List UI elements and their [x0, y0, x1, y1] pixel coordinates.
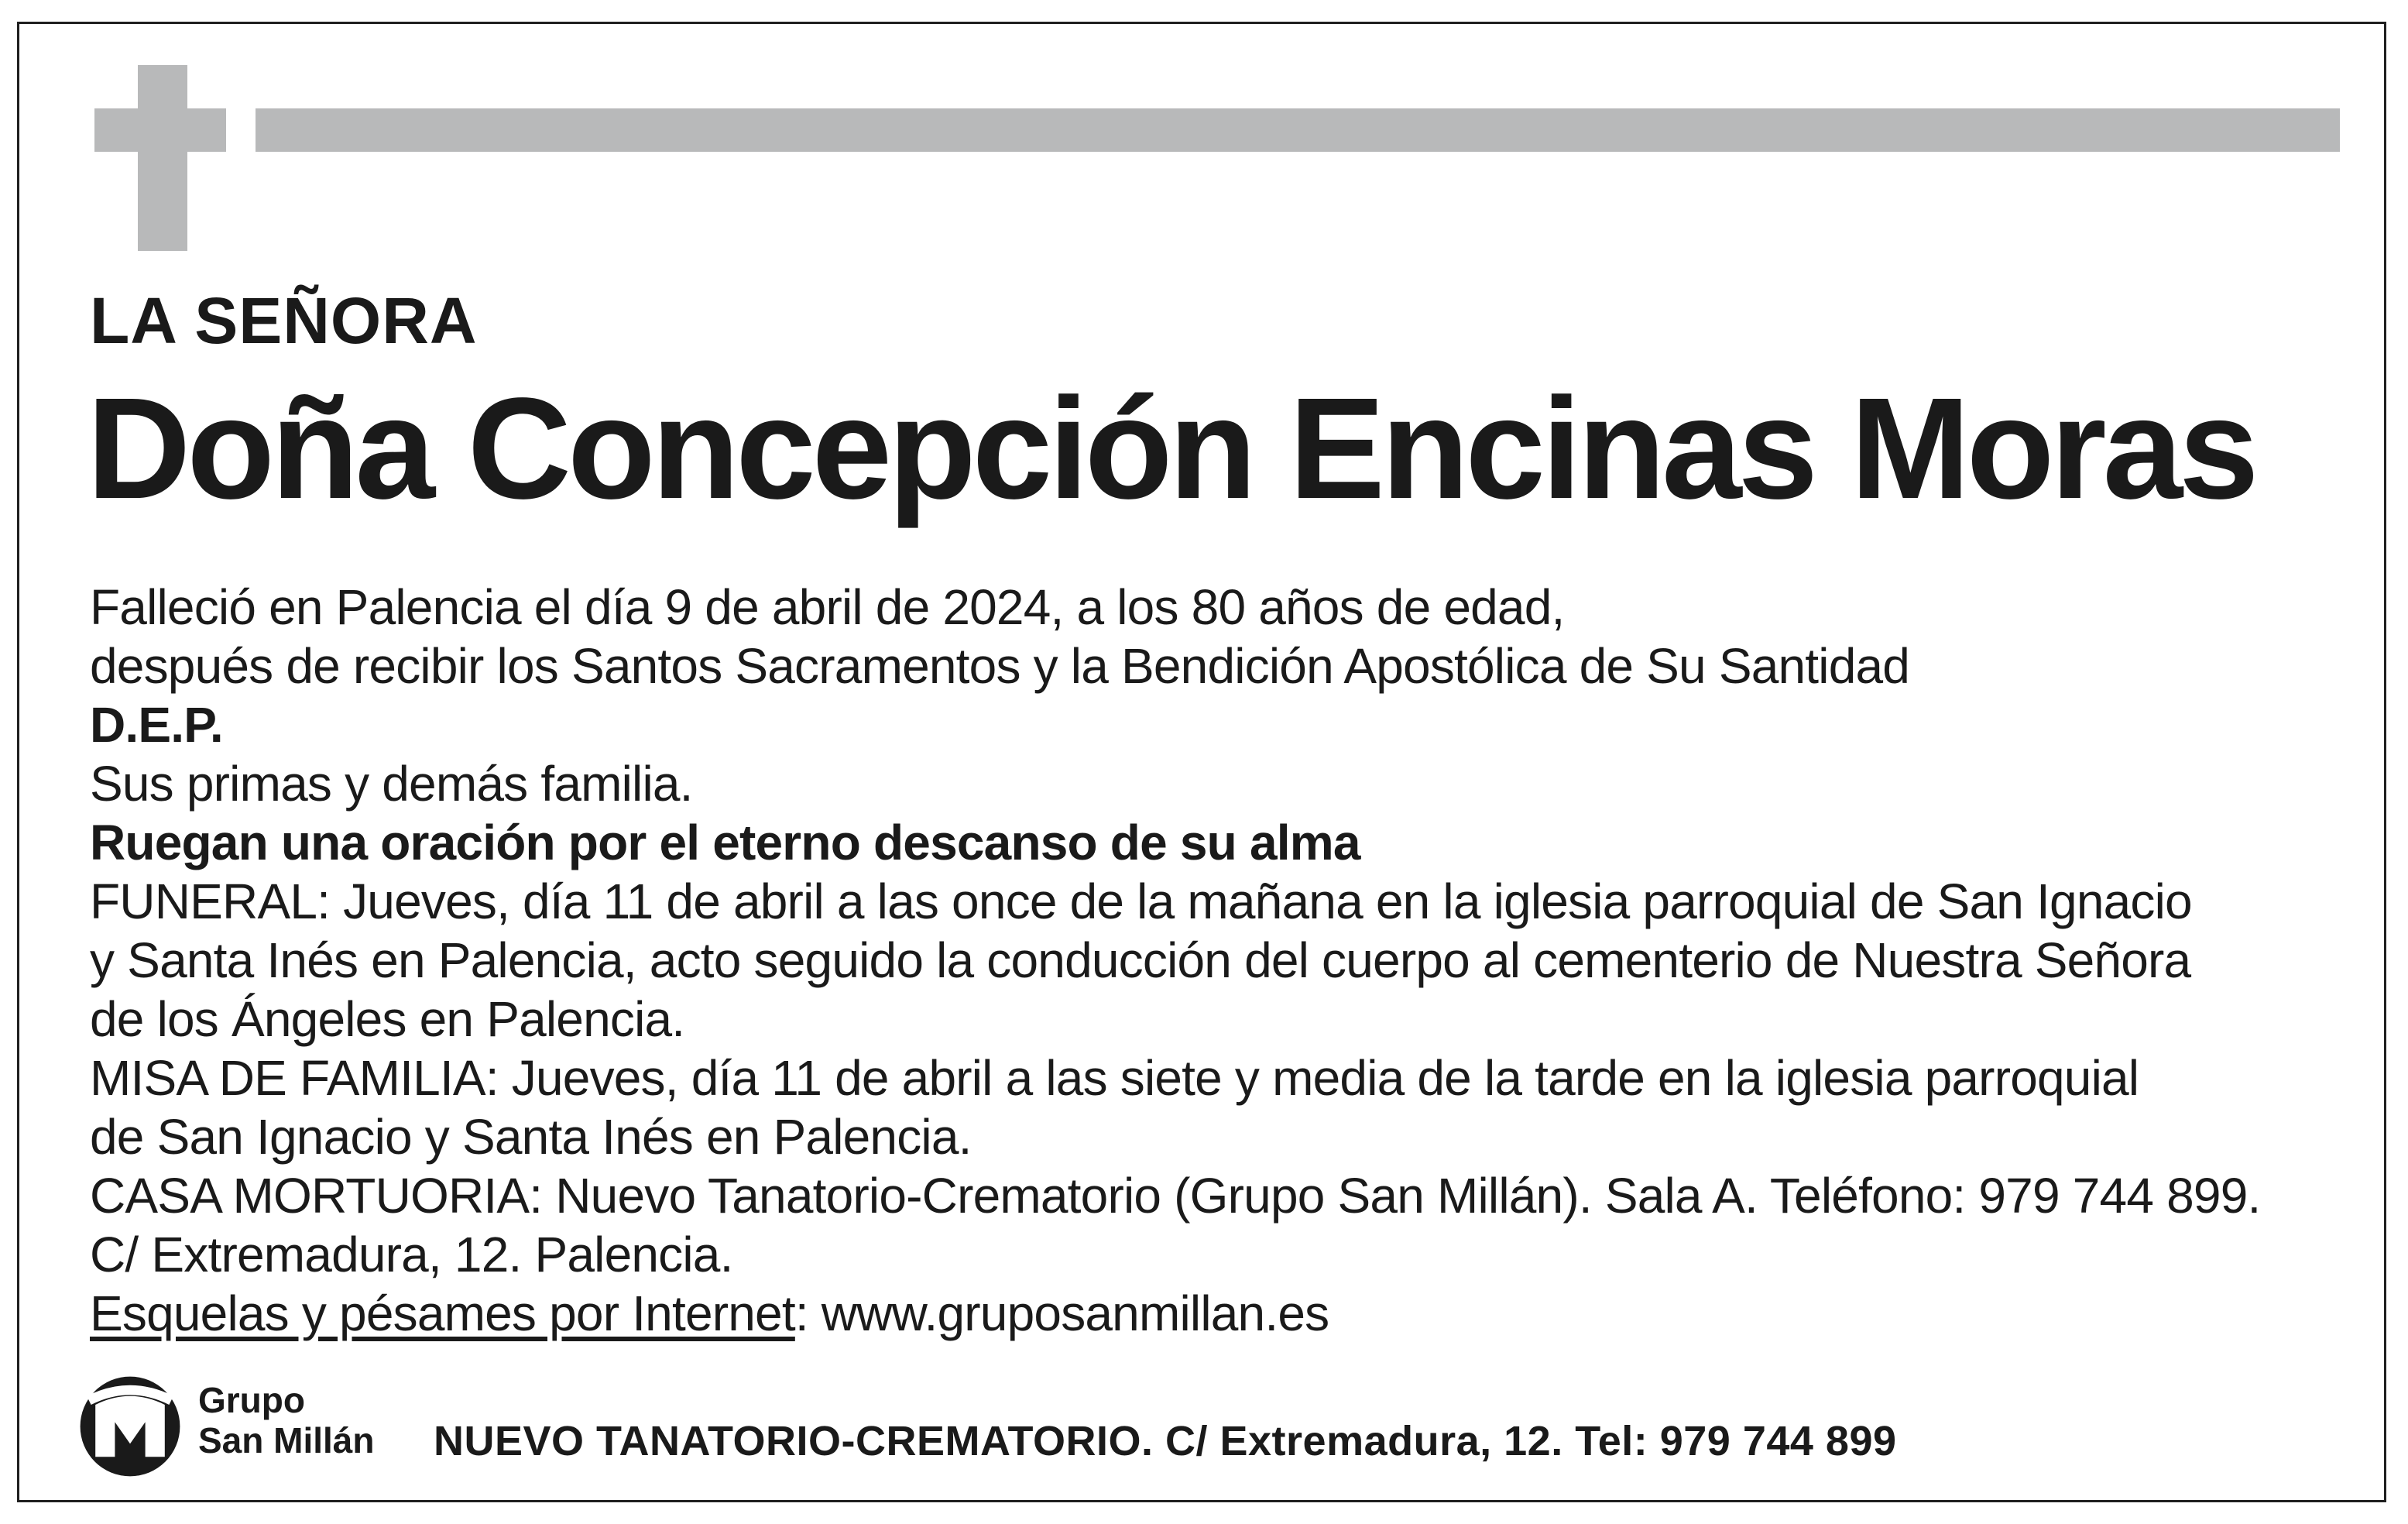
cross-icon	[138, 65, 187, 251]
internet-label: Esquelas y pésames por Internet	[90, 1285, 795, 1341]
logo-line-1: Grupo	[198, 1380, 305, 1420]
house-line-2: C/ Extremadura, 12. Palencia.	[90, 1227, 733, 1282]
notice-body	[90, 578, 2366, 1343]
mass-line-2: de San Ignacio y Santa Inés en Palencia.	[90, 1109, 972, 1165]
cross-icon-arm	[94, 108, 226, 152]
mass-line-1: MISA DE FAMILIA: Jueves, día 11 de abril a las siete y media de la tarde en la iglesia parroquial	[90, 1050, 2139, 1106]
funeral-line-3: de los Ángeles en Palencia.	[90, 991, 685, 1047]
prayer-request: Ruegan una oración por el eterno descanso de su alma	[90, 815, 1360, 870]
internet-line	[90, 1284, 2366, 1343]
funeral-line-1: FUNERAL: Jueves, día 11 de abril a las once de la mañana en la iglesia parroquial de San Ignacio	[90, 874, 2192, 929]
family-text: Sus primas y demás familia.	[90, 756, 693, 812]
top-divider	[256, 108, 2340, 152]
death-line-1: Falleció en Palencia el día 9 de abril de 2024, a los 80 años de edad,	[90, 579, 1565, 635]
grupo-san-millan-logo	[76, 1372, 184, 1481]
internet-separator: :	[794, 1285, 822, 1341]
death-line-2: después de recibir los Santos Sacramentos y la Bendición Apostólica de Su Santidad	[90, 638, 1910, 694]
logo-wordmark	[198, 1380, 374, 1460]
house-line-1: CASA MORTUORIA: Nuevo Tanatorio-Crematorio (Grupo San Millán). Sala A. Teléfono: 979 744 899.	[90, 1168, 2261, 1224]
deceased-name: Doña Concepción Encinas Moras	[87, 369, 2255, 529]
pre-title: LA SEÑORA	[90, 284, 478, 357]
footer-address: NUEVO TANATORIO-CREMATORIO. C/ Extremadura, 12. Tel: 979 744 899	[434, 1418, 1897, 1464]
funeral-line-2: y Santa Inés en Palencia, acto seguido la conducción del cuerpo al cementerio de Nuestra Señora	[90, 932, 2191, 988]
logo-line-2: San Millán	[198, 1420, 375, 1460]
internet-url[interactable]: www.gruposanmillan.es	[821, 1285, 1329, 1341]
rip-text: D.E.P.	[90, 697, 223, 753]
